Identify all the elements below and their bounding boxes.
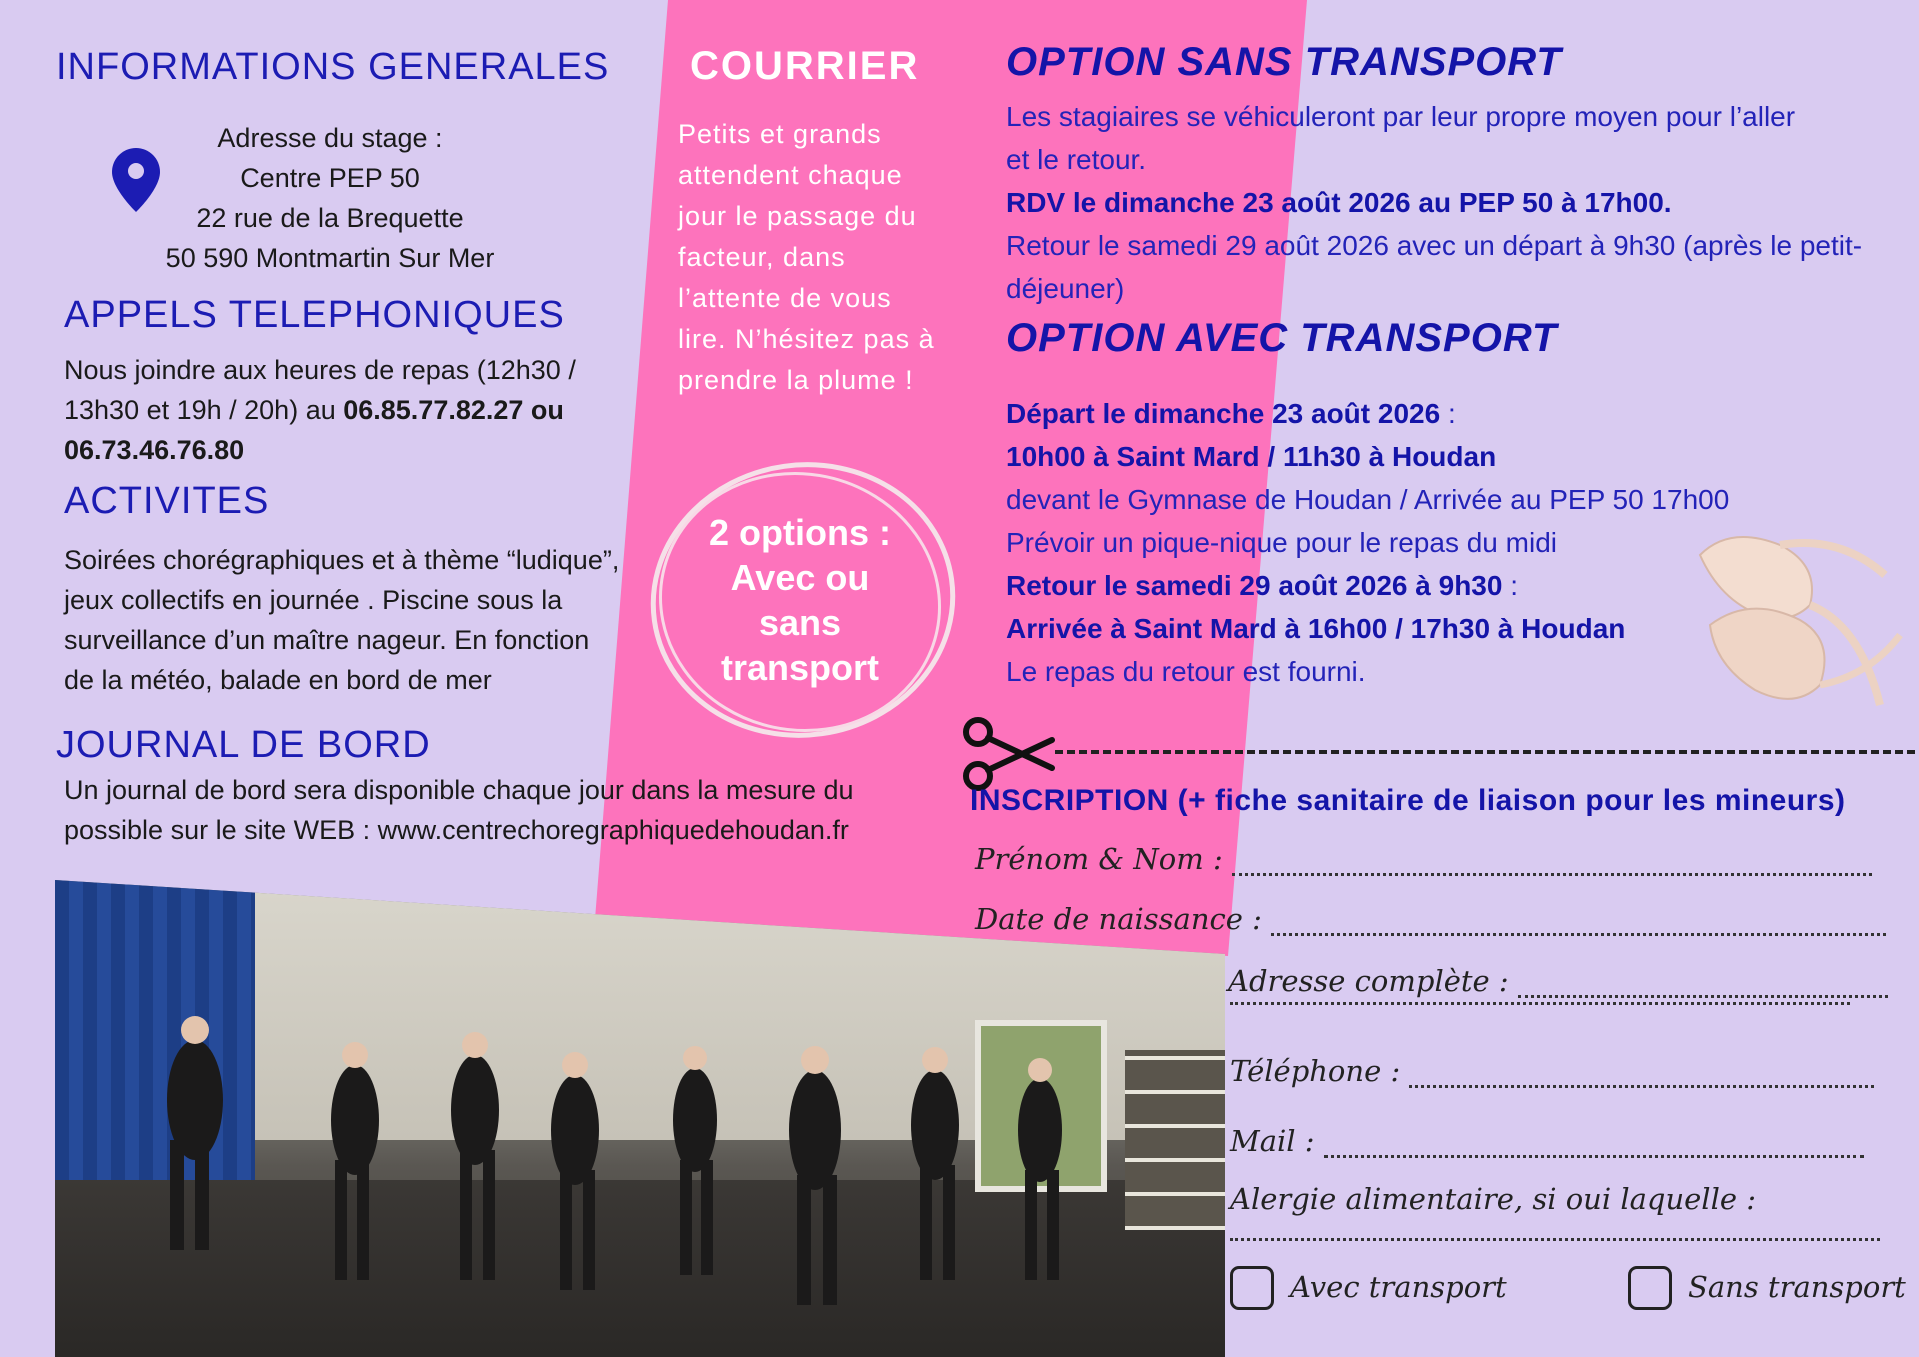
options-badge-text: [660, 510, 940, 690]
field-address[interactable]: [1228, 964, 1888, 998]
address-line-label: Adresse du stage :: [217, 123, 443, 153]
photo-dancers: [55, 880, 1225, 1357]
option-avec-devant: devant le Gymnase de Houdan / Arrivée au PEP 50 17h00: [1006, 484, 1730, 515]
field-phone-label: Téléphone :: [1230, 1054, 1401, 1088]
phone-text-intro: Nous joindre aux heures de repas (12h30 / 13h30 et 19h / 20h) au: [64, 355, 576, 425]
address-block: [140, 118, 520, 278]
option-avec-depart: Départ le dimanche 23 août 2026: [1006, 398, 1441, 429]
phone-title: APPELS TELEPHONIQUES: [64, 294, 565, 336]
badge-line-3: sans: [758, 602, 842, 643]
option-avec-times: 10h00 à Saint Mard / 11h30 à Houdan: [1006, 441, 1497, 472]
field-name-label: Prénom & Nom :: [975, 842, 1223, 876]
option-sans-rdv: RDV le dimanche 23 août 2026 au PEP 50 à 17h00.: [1006, 187, 1672, 218]
general-title: INFORMATIONS GENERALES: [56, 46, 610, 88]
dance-class-photo: [55, 880, 1225, 1357]
checkbox-sans-transport[interactable]: [1628, 1266, 1672, 1310]
scissors-icon: [960, 716, 1056, 792]
field-address-label: Adresse complète :: [1228, 964, 1509, 998]
field-address-line2[interactable]: [1230, 1002, 1850, 1005]
journal-title: JOURNAL DE BORD: [56, 724, 431, 766]
field-name[interactable]: [975, 842, 1872, 876]
address-line-center: Centre PEP 50: [240, 163, 420, 193]
field-allergy-line[interactable]: [1230, 1238, 1880, 1241]
checkbox-avec-transport[interactable]: [1230, 1266, 1274, 1310]
option-avec-title: OPTION AVEC TRANSPORT: [1006, 316, 1558, 360]
phone-numbers: 06.85.77.82.27 ou 06.73.46.76.80: [64, 395, 564, 465]
option-avec-depart-suffix: :: [1440, 398, 1456, 429]
field-birthdate-label: Date de naissance :: [975, 902, 1262, 936]
field-phone-dots: [1409, 1059, 1874, 1088]
option-avec-piquenique: Prévoir un pique-nique pour le repas du midi: [1006, 527, 1557, 558]
badge-line-2: Avec ou: [730, 557, 870, 598]
field-address-dots: [1518, 969, 1888, 998]
option-avec-repas: Le repas du retour est fourni.: [1006, 656, 1366, 687]
option-avec-retour-suffix: :: [1502, 570, 1519, 601]
field-phone[interactable]: [1230, 1054, 1874, 1088]
field-mail-label: Mail :: [1230, 1124, 1315, 1158]
address-line-city: 50 590 Montmartin Sur Mer: [165, 243, 495, 273]
checkbox-avec-transport-label: Avec transport: [1290, 1270, 1507, 1304]
inscription-title: INSCRIPTION (+ fiche sanitaire de liaison pour les mineurs): [970, 784, 1846, 817]
option-avec-depart-row: [1006, 392, 1886, 435]
badge-line-1: 2 options :: [709, 512, 891, 553]
option-sans-retour: Retour le samedi 29 août 2026 avec un départ à 9h30 (après le petit-déjeuner): [1006, 230, 1863, 304]
field-mail[interactable]: [1230, 1124, 1864, 1158]
option-avec-arrivee: Arrivée à Saint Mard à 16h00 / 17h30 à Houdan: [1006, 613, 1626, 644]
field-birthdate[interactable]: [975, 902, 1886, 936]
field-allergy-label: Alergie alimentaire, si oui laquelle :: [1230, 1182, 1756, 1216]
journal-text: Un journal de bord sera disponible chaque jour dans la mesure du possible sur le site WEB : www.centrechoregraphiquedehoudan.fr: [64, 775, 854, 845]
badge-line-4: transport: [720, 647, 879, 688]
field-mail-dots: [1324, 1129, 1864, 1158]
courrier-title: COURRIER: [690, 44, 920, 88]
option-sans-title: OPTION SANS TRANSPORT: [1006, 40, 1562, 84]
activities-title: ACTIVITES: [64, 480, 270, 522]
field-birthdate-dots: [1271, 907, 1886, 936]
activities-text: Soirées chorégraphiques et à thème “ludique”, jeux collectifs en journée . Piscine sous la surveillance d’un maître nageur. En fonction de la météo, balade en bord de mer: [64, 545, 620, 695]
ballet-shoes-illustration: [1670, 515, 1910, 725]
address-line-street: 22 rue de la Brequette: [196, 203, 464, 233]
courrier-text: Petits et grands attendent chaque jour le passage du facteur, dans l’attente de vous lire. N’hésitez pas à prendre la plume !: [678, 119, 935, 395]
option-avec-retour: Retour le samedi 29 août 2026 à 9h30: [1006, 570, 1503, 601]
field-allergy[interactable]: [1230, 1182, 1756, 1216]
checkbox-sans-transport-label: Sans transport: [1688, 1270, 1906, 1304]
cut-dashed-line: [1055, 750, 1915, 754]
field-name-dots: [1232, 847, 1872, 876]
phone-text: [64, 350, 604, 470]
option-sans-body: [1006, 95, 1886, 310]
option-sans-line1: Les stagiaires se véhiculeront par leur propre moyen pour l’aller et le retour.: [1006, 101, 1796, 175]
